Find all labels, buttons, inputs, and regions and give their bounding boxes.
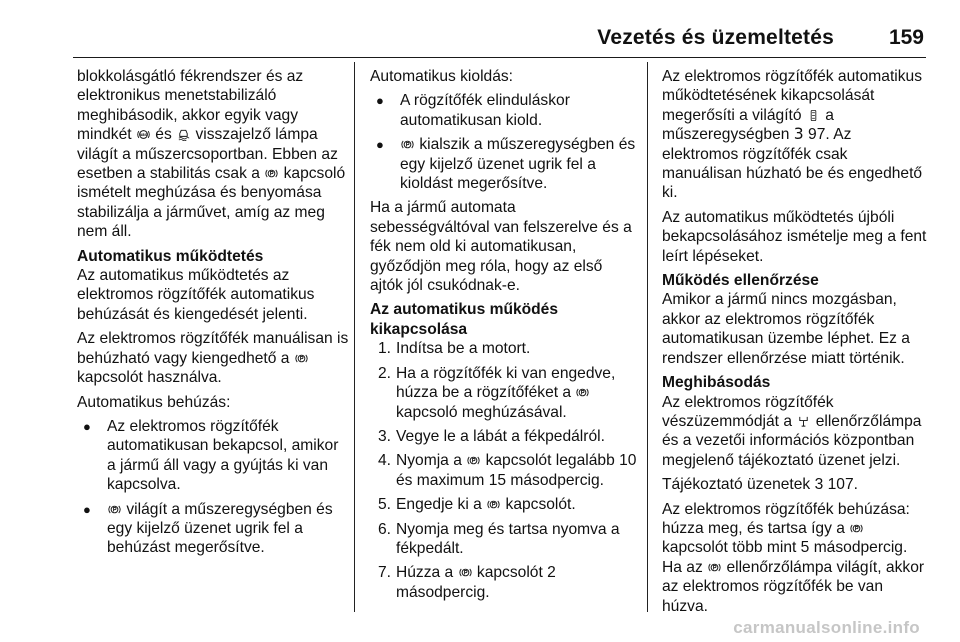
svg-text:ABS: ABS bbox=[139, 133, 148, 138]
paragraph: Amikor a jármű nincs mozgásban, akkor az elektromos rögzítőfék automatikusan üzembe léphet. Ez a rendszer ellenőrzése miatt történik. bbox=[662, 291, 910, 367]
list-item: 4. Nyomja a kapcsolót legalább 10 és maximum 15 másodpercig. bbox=[378, 452, 637, 489]
list-item: 3. Vegye le a lábát a fékpedálról. bbox=[378, 427, 605, 445]
paragraph: Az elektromos rögzítőfék manuálisan is behúzható vagy kiengedhető a kapcsolót használva. bbox=[77, 330, 349, 387]
header-rule bbox=[73, 57, 926, 58]
paragraph: Tájékoztató üzenetek 3 107. bbox=[662, 476, 858, 494]
parking-brake-icon bbox=[401, 138, 414, 151]
parking-brake-icon bbox=[108, 503, 121, 516]
parking-brake-icon bbox=[487, 498, 500, 511]
column-divider bbox=[354, 62, 355, 612]
watermark: carmanualsonline.info bbox=[733, 618, 920, 637]
parking-brake-icon bbox=[708, 561, 721, 574]
chapter-title: Vezetés és üzemeltetés bbox=[597, 26, 834, 49]
wrench-icon bbox=[797, 415, 810, 428]
parking-brake-icon bbox=[265, 167, 278, 180]
stability-control-off-icon bbox=[177, 128, 190, 141]
list-item: 1. Indítsa be a motort. bbox=[378, 340, 531, 358]
paragraph: Az elektromos rögzítőfék automatikus működtetésének kikapcsolását megerősíti a világító a műszeregységben 3 97. Az elektromos rögzítőfék csak manuálisan húzható be és engedhető ki. bbox=[662, 68, 923, 202]
paragraph: Az automatikus működtetés az elektromos rögzítőfék automatikus behúzását és kiengedését jelenti. bbox=[77, 267, 315, 323]
section-heading: Az automatikus működés kikapcsolása bbox=[370, 301, 559, 338]
paragraph: blokkolásgátló fékrendszer és az elektronikus menetstabilizáló meghibásodik, akkor egyik vagy mindkét ABS és visszajelző lámpa világít a műszercsoportban. Ebben az esetben a stabilitás csak a kapcsoló ismételt meghúzása és benyomása stabilizálja a járművet, amíg az meg nem áll. bbox=[77, 68, 346, 241]
list-item: ● Az elektromos rögzítőfék automatikusan bekapcsol, amikor a jármű áll vagy a gyújtás ki van kapcsolva. bbox=[83, 417, 339, 494]
page-number: 159 bbox=[888, 26, 924, 49]
parking-brake-icon bbox=[295, 352, 308, 365]
list-item: 5. Engedje ki a kapcsolót. bbox=[378, 496, 576, 514]
parking-brake-icon bbox=[850, 522, 863, 535]
parking-brake-icon bbox=[467, 454, 480, 467]
page-reference-icon: 3 bbox=[793, 125, 804, 144]
page-reference-icon: 3 bbox=[814, 476, 824, 494]
bullet: ● bbox=[376, 93, 384, 109]
list-item: ● kialszik a műszeregységben és egy kijelző üzenet ugrik fel a kioldást megerősítve. bbox=[376, 136, 636, 193]
bullet: ● bbox=[83, 501, 91, 517]
list-item: 7. Húzza a kapcsolót 2 másodpercig. bbox=[378, 564, 556, 601]
page-header bbox=[0, 0, 960, 60]
list-item: ● A rögzítőfék elinduláskor automatikusan kiold. bbox=[376, 92, 570, 129]
paragraph: Az automatikus működtetés újbóli bekapcsolásához ismételje meg a fent leírt lépéseket. bbox=[662, 208, 927, 265]
column-1 bbox=[77, 67, 351, 563]
list-item: 6. Nyomja meg és tartsa nyomva a fékpedált. bbox=[378, 520, 620, 557]
list-item: ● világít a műszeregységben és egy kijelző üzenet ugrik fel a behúzást megerősítve. bbox=[83, 500, 333, 557]
list-item: 2. Ha a rögzítőfék ki van engedve, húzza be a rögzítőféket a kapcsoló meghúzásával. bbox=[378, 364, 616, 421]
paragraph: Ha a jármű automata sebességváltóval van felszerelve és a fék nem old ki automatikusan, győződjön meg róla, hogy az első ajtók jól csukódnak-e. bbox=[370, 199, 632, 295]
parking-brake-icon bbox=[576, 386, 589, 399]
abs-icon bbox=[137, 128, 150, 141]
auto-off-icon bbox=[807, 109, 820, 122]
section-heading: Automatikus működtetés bbox=[77, 247, 264, 265]
column-3 bbox=[662, 67, 930, 621]
paragraph: Az elektromos rögzítőfék behúzása: húzza meg, és tartsa így a kapcsolót több mint 5 másodpercig. Ha az ellenőrzőlámpa világít, akkor az elektromos rögzítőfék be van húzva. bbox=[662, 500, 925, 615]
column-2 bbox=[370, 67, 638, 607]
section-heading: Működés ellenőrzése bbox=[662, 272, 819, 290]
bullet: ● bbox=[376, 137, 384, 153]
parking-brake-icon bbox=[459, 566, 472, 579]
column-divider bbox=[647, 62, 648, 612]
bullet: ● bbox=[83, 418, 91, 434]
section-heading: Meghibásodás bbox=[662, 374, 771, 392]
paragraph: Automatikus kioldás: bbox=[370, 68, 514, 85]
paragraph: Automatikus behúzás: bbox=[77, 393, 231, 411]
paragraph: Az elektromos rögzítőfék vészüzemmódját a ellenőrzőlámpa és a vezetői információs központban megjelenő tájékoztató üzenet jelzi. bbox=[662, 393, 922, 469]
